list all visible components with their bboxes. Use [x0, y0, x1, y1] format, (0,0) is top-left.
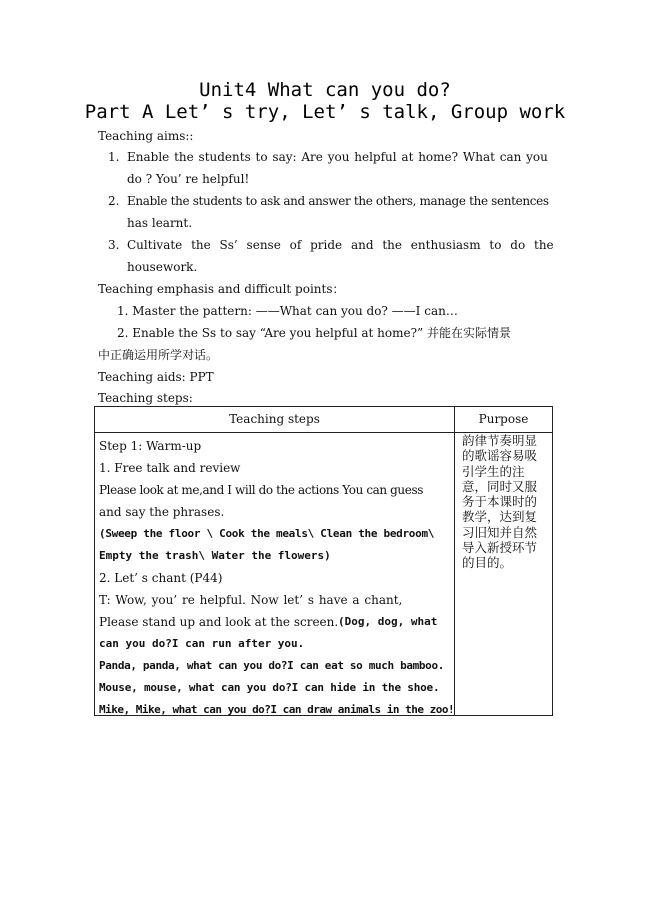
- table-column-divider: [454, 407, 455, 715]
- emphasis-heading: Teaching emphasis and difficult points：: [98, 282, 345, 296]
- emphasis-item-1: 1. Master the pattern: ——What can you do? ——I can…: [117, 304, 458, 318]
- purpose-text: 韵律节奏明显的歌谣容易吸引学生的注意，同时又服务于本课时的教学，达到复习旧知并自然导入新授环节的目的。: [462, 433, 538, 571]
- step-line: Please stand up and look at the screen.: [99, 615, 339, 629]
- aim-1-number: 1.: [108, 150, 120, 164]
- aim-2-line2: has learnt.: [127, 216, 193, 230]
- teaching-aids: Teaching aids: PPT: [98, 370, 214, 384]
- aim-1-line2: do ? You’ re helpful!: [127, 172, 250, 186]
- step-line: Please look at me,and I will do the actions You can guess: [99, 483, 423, 497]
- emphasis-item-2-cont: 中正确运用所学对话。: [98, 348, 219, 362]
- step-line: 1. Free talk and review: [99, 461, 241, 475]
- steps-heading: Teaching steps:: [98, 391, 193, 405]
- aims-heading: Teaching aims::: [98, 129, 194, 143]
- aim-3-number: 3.: [108, 238, 120, 252]
- step-line: and say the phrases.: [99, 505, 225, 519]
- step-line: T: Wow, you’ re helpful. Now let’ s have a chant,: [99, 593, 403, 607]
- step-line: 2. Let’ s chant (P44): [99, 571, 223, 585]
- step-line-chant: can you do?I can run after you.: [99, 637, 305, 650]
- document-title: Unit4 What can you do?: [199, 79, 451, 101]
- emphasis-item-2: 2. Enable the Ss to say “Are you helpful at home?” 并能在实际情景: [117, 326, 512, 340]
- column-header-steps: Teaching steps: [229, 412, 320, 426]
- document-subtitle: Part A Let’ s try, Let’ s talk, Group work: [84, 101, 566, 123]
- aim-2-line1: Enable the students to ask and answer the others, manage the sentences: [127, 194, 549, 208]
- aim-3-line1: Cultivate the Ss’ sense of pride and the enthusiasm to do the: [127, 238, 554, 252]
- step-line-phrases: Empty the trash\ Water the flowers): [99, 549, 331, 562]
- step-line-chant: Panda, panda, what can you do?I can eat so much bamboo.: [99, 659, 444, 672]
- teaching-steps-table: [94, 406, 553, 716]
- step-line-chant: Mouse, mouse, what can you do?I can hide in the shoe.: [99, 681, 440, 694]
- step-line: Step 1: Warm-up: [99, 439, 202, 453]
- column-header-purpose: Purpose: [478, 412, 529, 426]
- step-line-chant: Mike, Mike, what can you do?I can draw animals in the zoo!: [99, 703, 455, 716]
- aim-1-line1: Enable the students to say: Are you helpful at home? What can you: [127, 150, 548, 164]
- step-line-chant: (Dog, dog, what: [338, 615, 438, 628]
- aim-2-number: 2.: [108, 194, 120, 208]
- aim-3-line2: housework.: [127, 260, 198, 274]
- step-line-phrases: (Sweep the floor \ Cook the meals\ Clean the bedroom\: [99, 527, 435, 540]
